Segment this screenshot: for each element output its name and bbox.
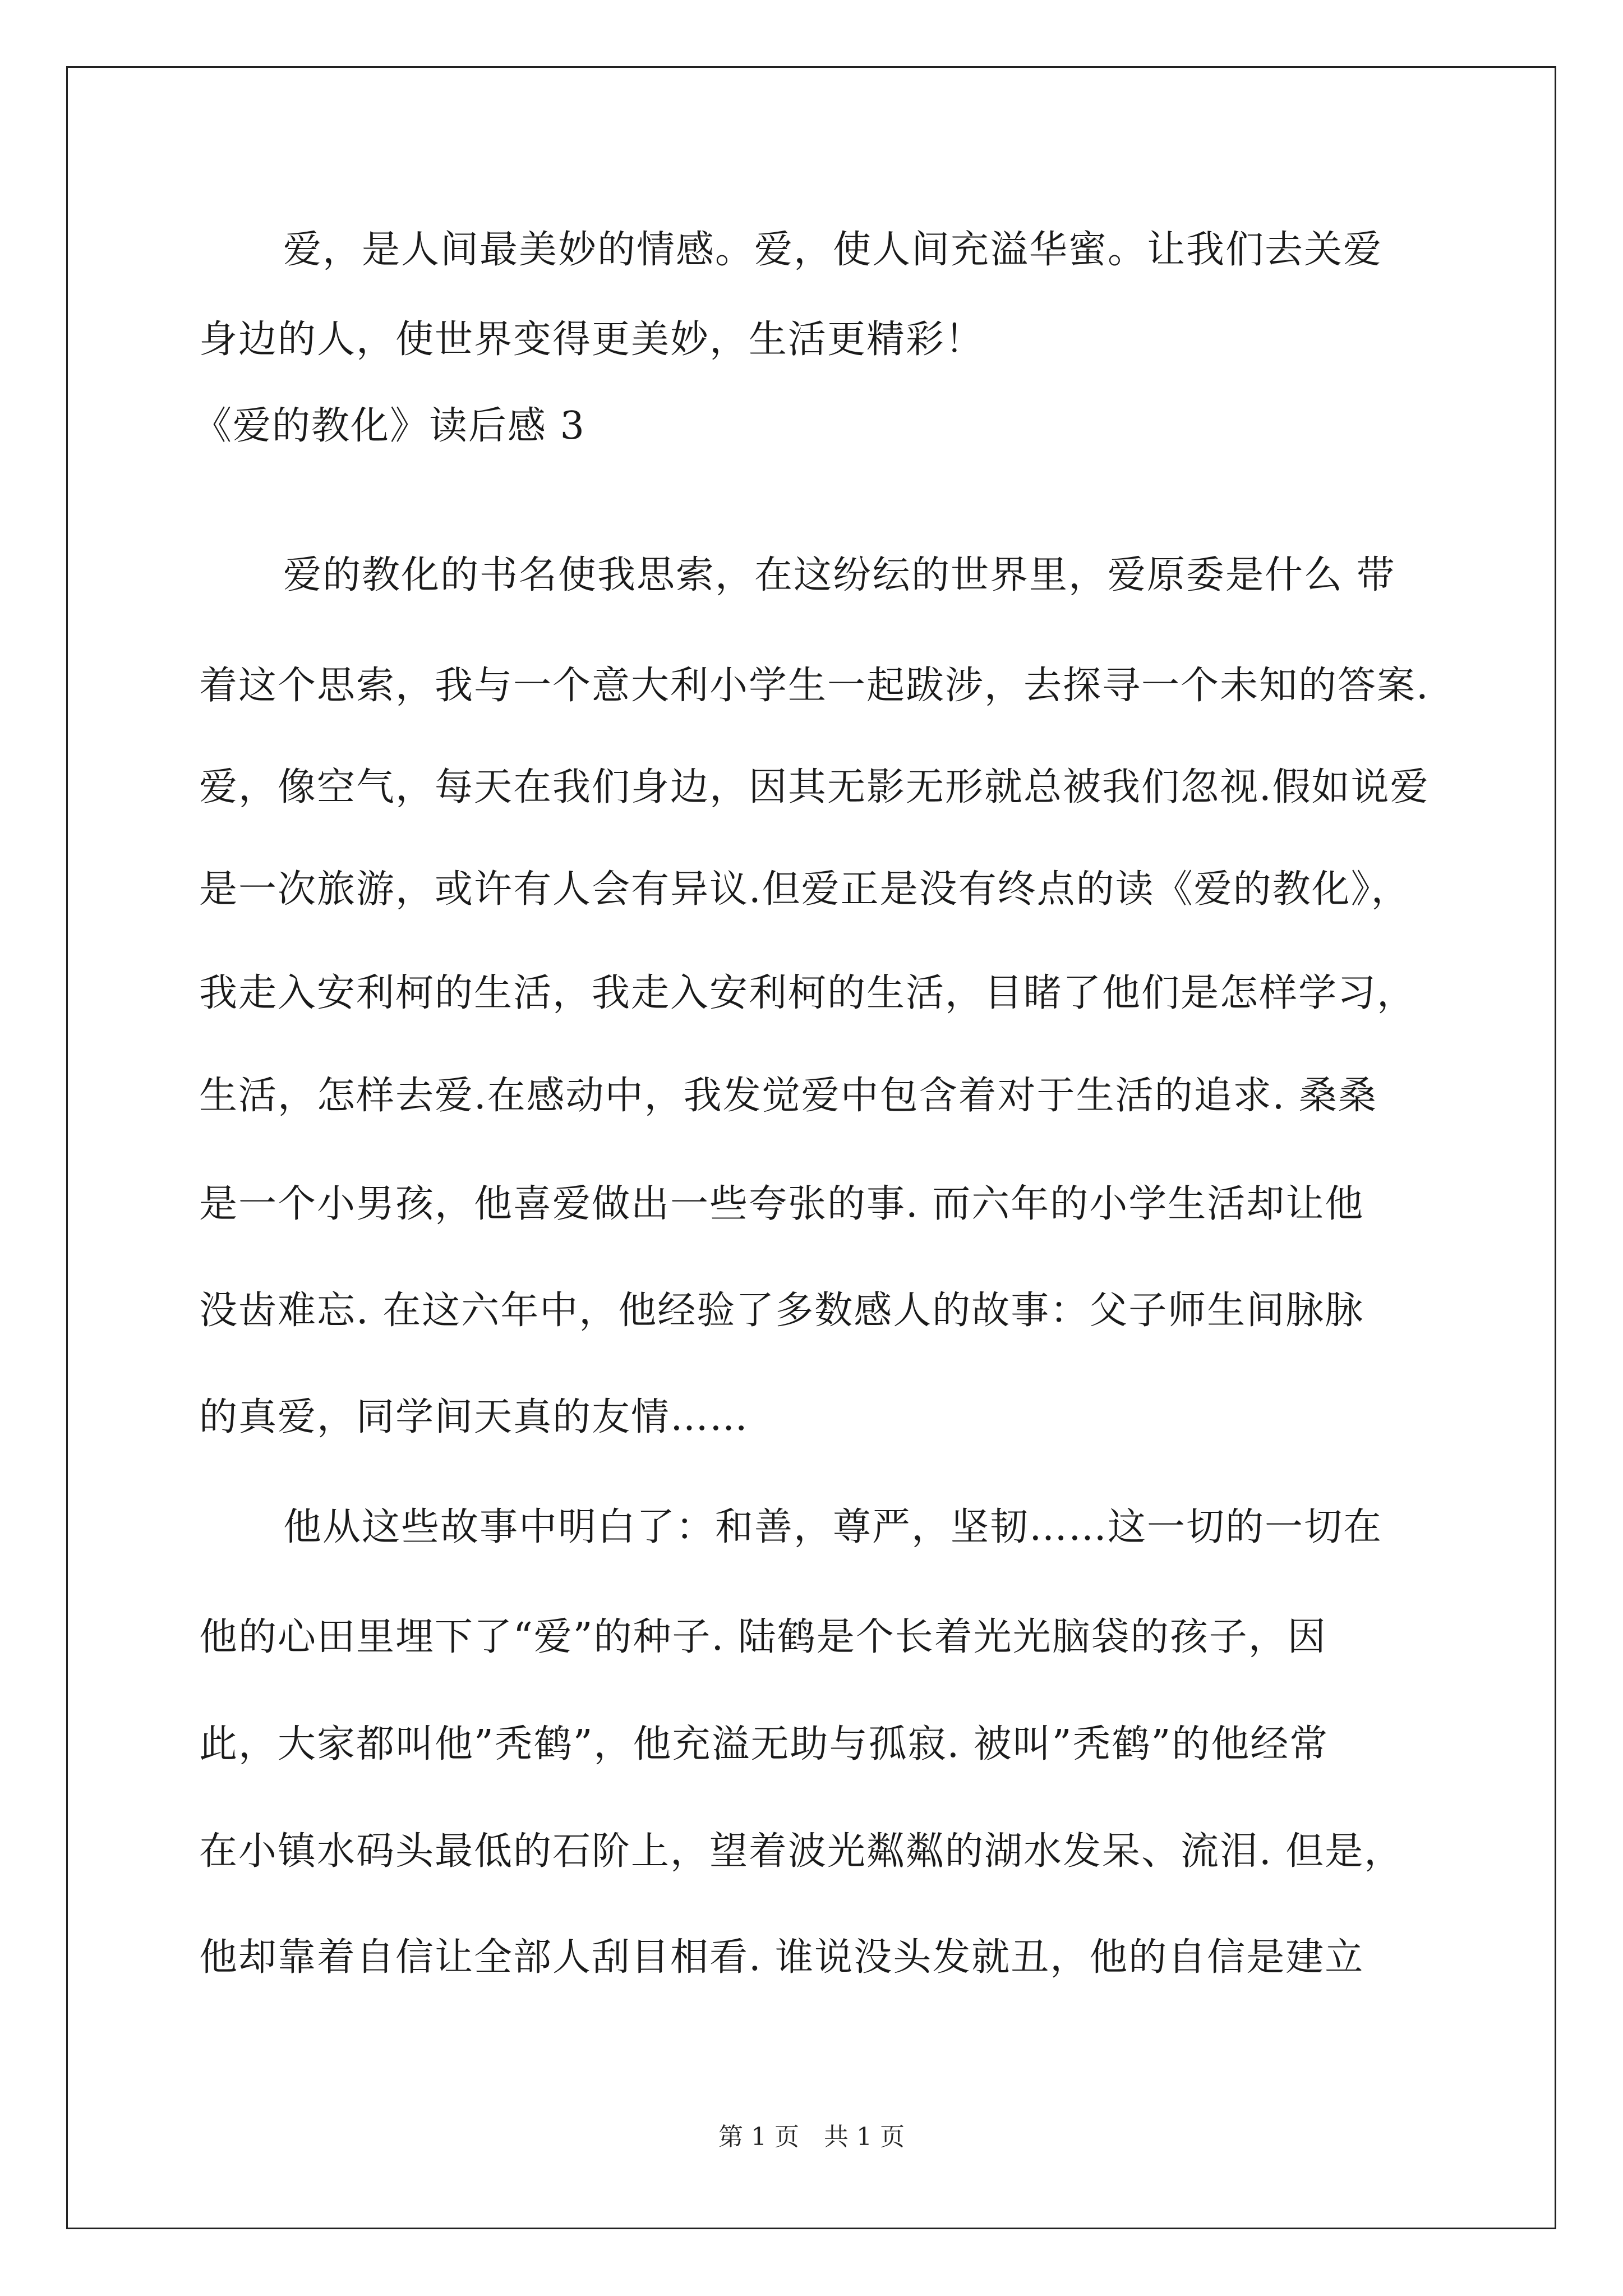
- paragraph-line: 爱，像空气，每天在我们身边，因其无影无形就总被我们忽视.假如说爱: [199, 765, 1430, 809]
- page-number-footer: 第 1 页 共 1 页: [718, 2123, 905, 2151]
- paragraph-line: 他却靠着自信让全部人刮目相看. 谁说没头发就丑，他的自信是建立: [199, 1935, 1364, 1980]
- paragraph-line: 爱，是人间最美妙的情感。爱，使人间充溢华蜜。让我们去关爱: [283, 228, 1383, 272]
- section-heading: 《爱的教化》读后感 3: [193, 404, 585, 448]
- paragraph-line: 在小镇水码头最低的石阶上，望着波光粼粼的湖水发呆、流泪. 但是，: [199, 1829, 1404, 1874]
- paragraph-line: 我走入安利柯的生活，我走入安利柯的生活，目睹了他们是怎样学习，: [199, 971, 1417, 1015]
- paragraph-line: 没齿难忘. 在这六年中，他经验了多数感人的故事：父子师生间脉脉: [199, 1289, 1364, 1333]
- paragraph-line: 生活，怎样去爱.在感动中，我发觉爱中包含着对于生活的追求. 桑桑: [199, 1074, 1377, 1118]
- paragraph-line: 着这个思索，我与一个意大利小学生一起跋涉，去探寻一个未知的答案.: [199, 664, 1430, 708]
- page-border: [66, 66, 1556, 2229]
- paragraph-line: 他从这些故事中明白了：和善，尊严，坚韧……这一切的一切在: [283, 1505, 1383, 1549]
- paragraph-line: 身边的人，使世界变得更美妙，生活更精彩！: [199, 318, 985, 362]
- paragraph-line: 的真爱，同学间天真的友情……: [199, 1395, 749, 1439]
- paragraph-line: 爱的教化的书名使我思索，在这纷纭的世界里，爱原委是什么 带: [283, 553, 1396, 597]
- paragraph-line: 是一次旅游，或许有人会有异议.但爱正是没有终点的读《爱的教化》，: [199, 867, 1410, 912]
- paragraph-line: 此，大家都叫他”秃鹤”，他充溢无助与孤寂. 被叫”秃鹤”的他经常: [199, 1722, 1329, 1766]
- paragraph-line: 他的心田里埋下了“爱”的种子. 陆鹤是个长着光光脑袋的孩子，因: [199, 1615, 1327, 1659]
- paragraph-line: 是一个小男孩，他喜爱做出一些夸张的事. 而六年的小学生活却让他: [199, 1182, 1364, 1226]
